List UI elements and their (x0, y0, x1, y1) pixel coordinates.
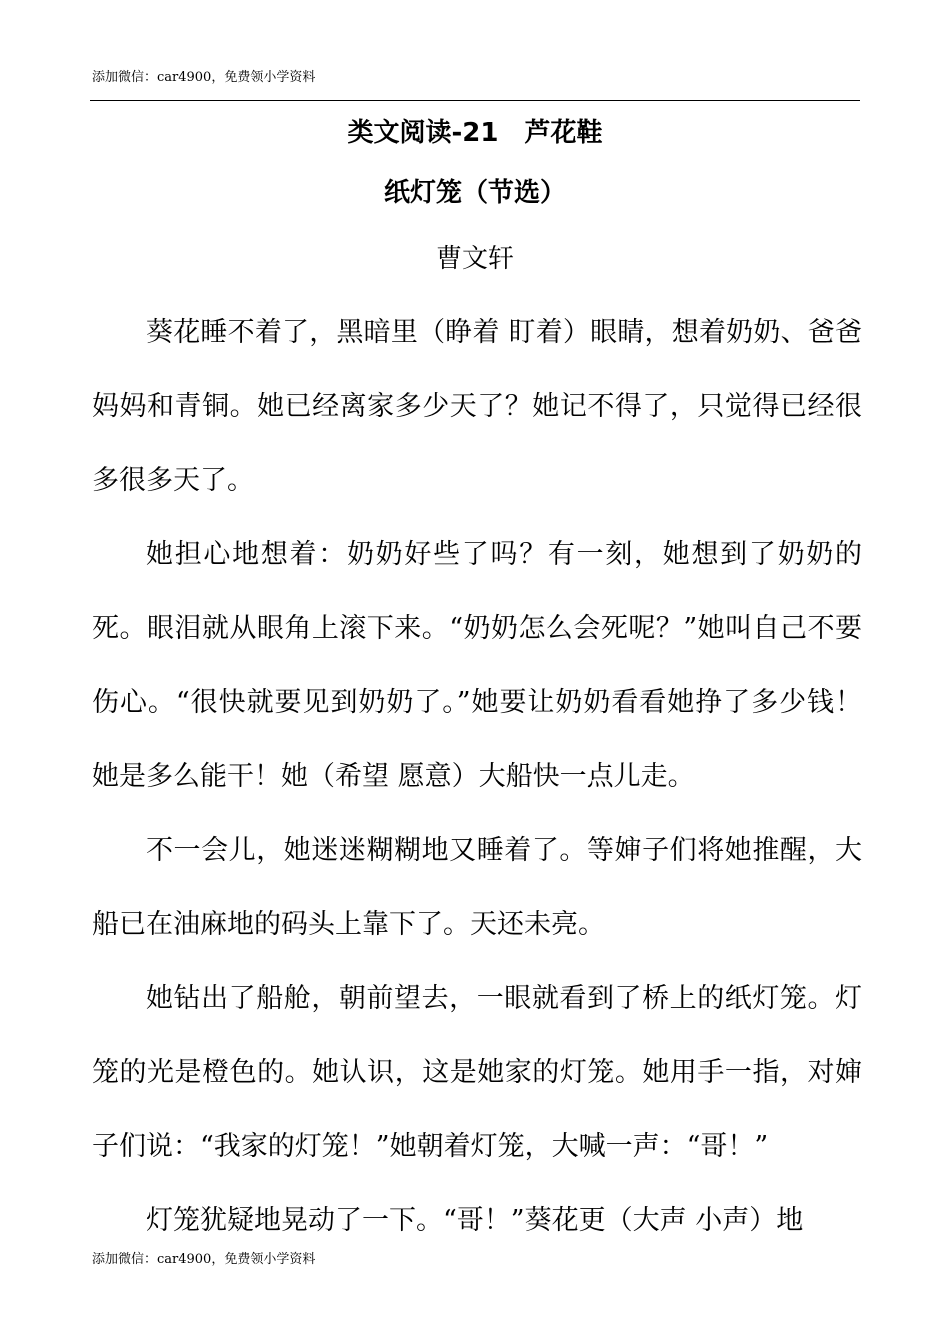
header-note: 添加微信：car4900，免费领小学资料 (92, 70, 316, 85)
author-name: 曹文轩 (435, 244, 514, 274)
paragraph: 灯笼犹疑地晃动了一下。“哥！”葵花更（大声 小声）地 (146, 1205, 804, 1236)
paragraph: 不一会儿，她迷迷糊糊地又睡着了。等婶子们将她推醒，大船已在油麻地的码头上靠下了。天还未亮。 (92, 835, 862, 940)
paragraph: 她钻出了船舱，朝前望去，一眼就看到了桥上的纸灯笼。灯笼的光是橙色的。她认识，这是她家的灯笼。她用手一指，对婶子们说：“我家的灯笼！”她朝着灯笼，大喊一声：“哥！” (92, 983, 862, 1162)
article-title: 纸灯笼（节选） (383, 178, 566, 208)
footer-note: 添加微信：car4900，免费领小学资料 (92, 1252, 316, 1267)
paragraph: 葵花睡不着了，黑暗里（睁着 盯着）眼睛，想着奶奶、爸爸妈妈和青铜。她已经离家多少天了？她记不得了，只觉得已经很多很多天了。 (92, 317, 862, 496)
article-body (92, 296, 862, 1258)
header-divider (90, 100, 860, 101)
paragraph: 她担心地想着：奶奶好些了吗？有一刻，她想到了奶奶的死。眼泪就从眼角上滚下来。“奶奶怎么会死呢？”她叫自己不要伤心。“很快就要见到奶奶了。”她要让奶奶看看她挣了多少钱！她是多么能干！她（希望 愿意）大船快一点儿走。 (92, 539, 862, 792)
series-title: 类文阅读-21 芦花鞋 (347, 118, 603, 148)
